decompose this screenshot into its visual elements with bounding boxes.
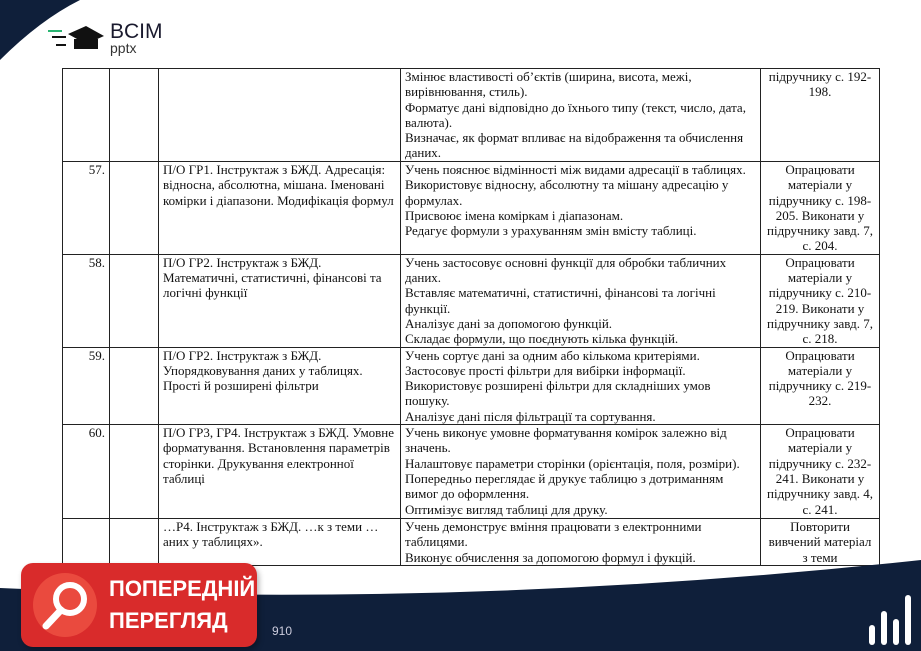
page-number: 910 <box>272 624 293 638</box>
lesson-number <box>63 69 110 162</box>
homework: Опрацювати матеріали у підручнику с. 232-241. Виконати у підручнику завд. 4, с. 241. <box>761 425 880 519</box>
date-cell <box>110 162 159 255</box>
date-cell <box>110 519 159 566</box>
lesson-number: 58. <box>63 254 110 347</box>
lesson-topic <box>159 69 401 162</box>
lesson-plan-table <box>62 68 880 566</box>
lesson-topic: П/О ГР3, ГР4. Інструктаж з БЖД. Умовне форматування. Встановлення параметрів сторінки. Друкування електронної таблиці <box>159 425 401 519</box>
lesson-topic: П/О ГР1. Інструктаж з БЖД. Адресація: відносна, абсолютна, мішана. Іменовані комірки і діапазони. Модифікація формул <box>159 162 401 255</box>
learning-outcomes: Учень сортує дані за одним або кількома критеріями. Застосовує прості фільтри для вибірки інформації. Використовує розширені фільтри для складніших умов пошуку. Аналізує дані після фільтрації та сортування. <box>401 347 761 424</box>
date-cell <box>110 254 159 347</box>
lesson-topic: П/О ГР2. Інструктаж з БЖД. Математичні, статистичні, фінансові та логічні функції <box>159 254 401 347</box>
learning-outcomes: Учень пояснює відмінності між видами адресації в таблицях. Використовує відносну, абсолютну та мішану адресацію у формулах. Присвоює імена коміркам і діапазонам. Редагує формули з урахуванням змін вмісту таблиці. <box>401 162 761 255</box>
table-row <box>63 347 880 424</box>
learning-outcomes: Учень застосовує основні функції для обробки табличних даних. Вставляє математичні, статистичні, фінансові та логічні функції. Аналізує дані за допомогою функцій. Складає формули, що поєднують кілька функцій. <box>401 254 761 347</box>
lesson-number: 60. <box>63 425 110 519</box>
logo-subtitle: pptx <box>110 40 137 56</box>
table-row <box>63 519 880 566</box>
homework: Опрацювати матеріали у підручнику с. 210-219. Виконати у підручнику завд. 7, с. 218. <box>761 254 880 347</box>
learning-outcomes: Учень виконує умовне форматування комірок залежно від значень. Налаштовує параметри сторінки (орієнтація, поля, розміри). Попередньо переглядає й друкує таблицю з дотриманням вимог до оформлення. Оптимізує вигляд таблиці для друку. <box>401 425 761 519</box>
magnifier-icon <box>33 573 97 637</box>
table-row <box>63 162 880 255</box>
preview-badge[interactable] <box>21 563 257 647</box>
badge-line1: ПОПЕРЕДНІЙ <box>109 576 256 601</box>
table-row <box>63 425 880 519</box>
lesson-number: 57. <box>63 162 110 255</box>
bars-icon <box>869 595 911 645</box>
logo <box>48 22 163 54</box>
date-cell <box>110 69 159 162</box>
graduation-cap-icon <box>48 22 104 54</box>
table-row <box>63 254 880 347</box>
homework: Опрацювати матеріали у підручнику с. 198-205. Виконати у підручнику завд. 7, с. 204. <box>761 162 880 255</box>
lesson-topic: П/О ГР2. Інструктаж з БЖД. Упорядковування даних у таблицях. Прості й розширені фільтри <box>159 347 401 424</box>
lesson-number: 59. <box>63 347 110 424</box>
lesson-number <box>63 519 110 566</box>
date-cell <box>110 425 159 519</box>
homework: Опрацювати матеріали у підручнику с. 219-232. <box>761 347 880 424</box>
logo-title: BCIM <box>110 20 163 43</box>
table-row <box>63 69 880 162</box>
lesson-topic: …Р4. Інструктаж з БЖД. …к з теми …аних у таблицях». <box>159 519 401 566</box>
learning-outcomes: Змінює властивості об’єктів (ширина, висота, межі, вирівнювання, стиль). Форматує дані відповідно до їхнього типу (текст, число, дата, валюта). Визначає, як формат впливає на відображення та обчислення даних. <box>401 69 761 162</box>
date-cell <box>110 347 159 424</box>
homework: Повторити вивчений матеріал з теми <box>761 519 880 566</box>
learning-outcomes: Учень демонструє вміння працювати з електронними таблицями. Виконує обчислення за допомогою формул і фукцій. <box>401 519 761 566</box>
homework: підручнику с. 192-198. <box>761 69 880 162</box>
badge-line2: ПЕРЕГЛЯД <box>109 608 228 633</box>
